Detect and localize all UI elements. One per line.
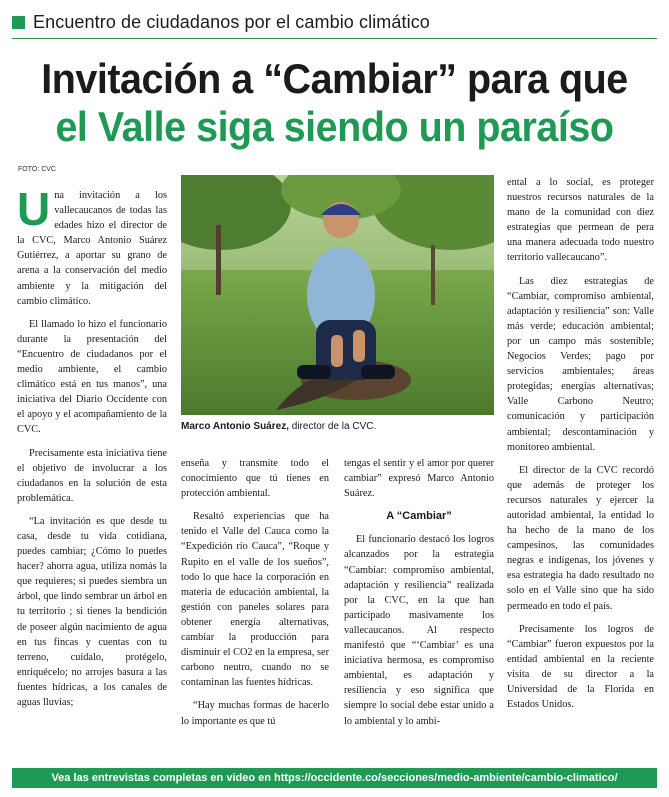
- section-rule: [12, 38, 657, 39]
- caption-text: director de la CVC.: [288, 421, 377, 432]
- section-header: [12, 12, 430, 32]
- caption-name: Marco Antonio Suárez,: [181, 421, 289, 432]
- paragraph: Precisamente los logros de “Cambiar” fueron expuestos por la entidad ambiental en la reciente visita de su director a la Universidad de la Florida en Estados Unidos.: [507, 623, 654, 711]
- article-column-1: [17, 183, 167, 718]
- paragraph: Precisamente esta iniciativa tiene el objetivo de involucrar a los ciudadanos en la solución de esta problemática.: [17, 447, 167, 504]
- article-column-4: [507, 175, 654, 720]
- paragraph: “Hay muchas formas de hacerlo lo importante es que tú: [181, 700, 329, 727]
- paragraph: El director de la CVC recordó que además de proteger los recursos naturales y ejercer la autoridad ambiental, la entidad lo ha hecho de la mano de los campesinos, las comunidades negras e indígenas, los jóvenes y esa estrategia ha dado resultado no solo en el Valle sino que ha sido permeado en todo el país.: [507, 464, 654, 612]
- paragraph: tengas el sentir y el amor por querer cambiar” expresó Marco Antonio Suárez.: [344, 458, 494, 500]
- photo-caption: [181, 421, 494, 432]
- section-marker: [12, 16, 25, 29]
- paragraph: Una invitación a los vallecaucanos de todas las edades hizo el director de la CVC, Marco Antonio Suárez Gutiérrez, a aportar su grano de arena a la conservación del medio ambiente y la mitigación del cambio climático.: [17, 183, 167, 307]
- paragraph: El funcionario destacó los logros alcanzados por la estrategia “Cambiar: compromiso ambiental, adaptación y resiliencia” realizada por la CVC, en la que han participado masivamente los vallecaucanos. Al respecto manifestó que “‘Cambiar’ es una iniciativa hermosa, es compromiso ambiental, es adaptación y resiliencia y eso significa que siempre lo social debe estar unido a lo ambiental y lo ambi-: [344, 534, 494, 727]
- article-column-3: [344, 456, 494, 737]
- footer-link-text[interactable]: Vea las entrevistas completas en video en https://occidente.co/secciones/medio-ambiente/cambio-climatico/: [51, 772, 618, 784]
- headline-line-1: Invitación a “Cambiar” para que: [41, 55, 628, 102]
- headline-line-2: el Valle siga siendo un paraíso: [55, 103, 614, 150]
- paragraph: El llamado lo hizo el funcionario durante la presentación del “Encuentro de ciudadanos por el medio ambiente, el cambio climático está en tus manos”, una iniciativa del Diario Occidente con el apoyo y el acompañamiento de la CVC.: [17, 318, 167, 436]
- section-title: Encuentro de ciudadanos por el cambio climático: [33, 11, 430, 32]
- paragraph: Resaltó experiencias que ha tenido el Valle del Cauca como la “Expedición río Cauca”, “Roque y Rupito en el valle de los sueños”, todo lo que hace la corporación en materia de educación ambiental, la gestión con paneles solares para obtener energía alternativas, cambiar la producción para disminuir el CO2 en la empresa, ser carbono neutro, cuando no se contaminan las fuentes hídricas.: [181, 511, 329, 689]
- drop-cap: U: [17, 183, 51, 235]
- photo-credit: FOTO: CVC: [18, 166, 56, 173]
- paragraph: enseña y transmite todo el conocimiento que tú tienes en protección ambiental.: [181, 458, 329, 500]
- paragraph: “La invitación es que desde tu casa, desde tu vida cotidiana, puedes cambiar; ¿Cómo lo puedes hacer? ahorra agua, utiliza nomás la que requieres; si puedes siembra un árbol, que lindo sembrar un árbol en tu territorio ; si tienes la bendición de poseer algún nacimiento de agua en tus fincas y cuentas con tu terreno, cuídalo, protégelo, enriquécelo; no arrojes basura a las fuentes hídricas, a los canales de aguas lluvias;: [17, 515, 167, 708]
- footer-banner: [12, 768, 657, 788]
- paragraph: ental a lo social, es proteger nuestros recursos naturales de la mano de la comunidad con diez estrategias que permean de pera una manera adecuada todo nuestro territorio vallecaucano”.: [507, 177, 654, 264]
- article-photo: [181, 175, 494, 415]
- article-column-2: [181, 456, 329, 737]
- paragraph: Las diez estrategias de “Cambiar, compromiso ambiental, adaptación y resiliencia” son: Valle más verde; educación ambiental; por un campo más sostenible; Negocios Verdes; pago por servicios ambientales; áreas protegidas; energías alternativas; Valle Carbono Neutro; comunicación y participación ambiental; descontaminación y monitoreo ambiental.: [507, 275, 654, 453]
- subheading: A “Cambiar”: [386, 510, 452, 523]
